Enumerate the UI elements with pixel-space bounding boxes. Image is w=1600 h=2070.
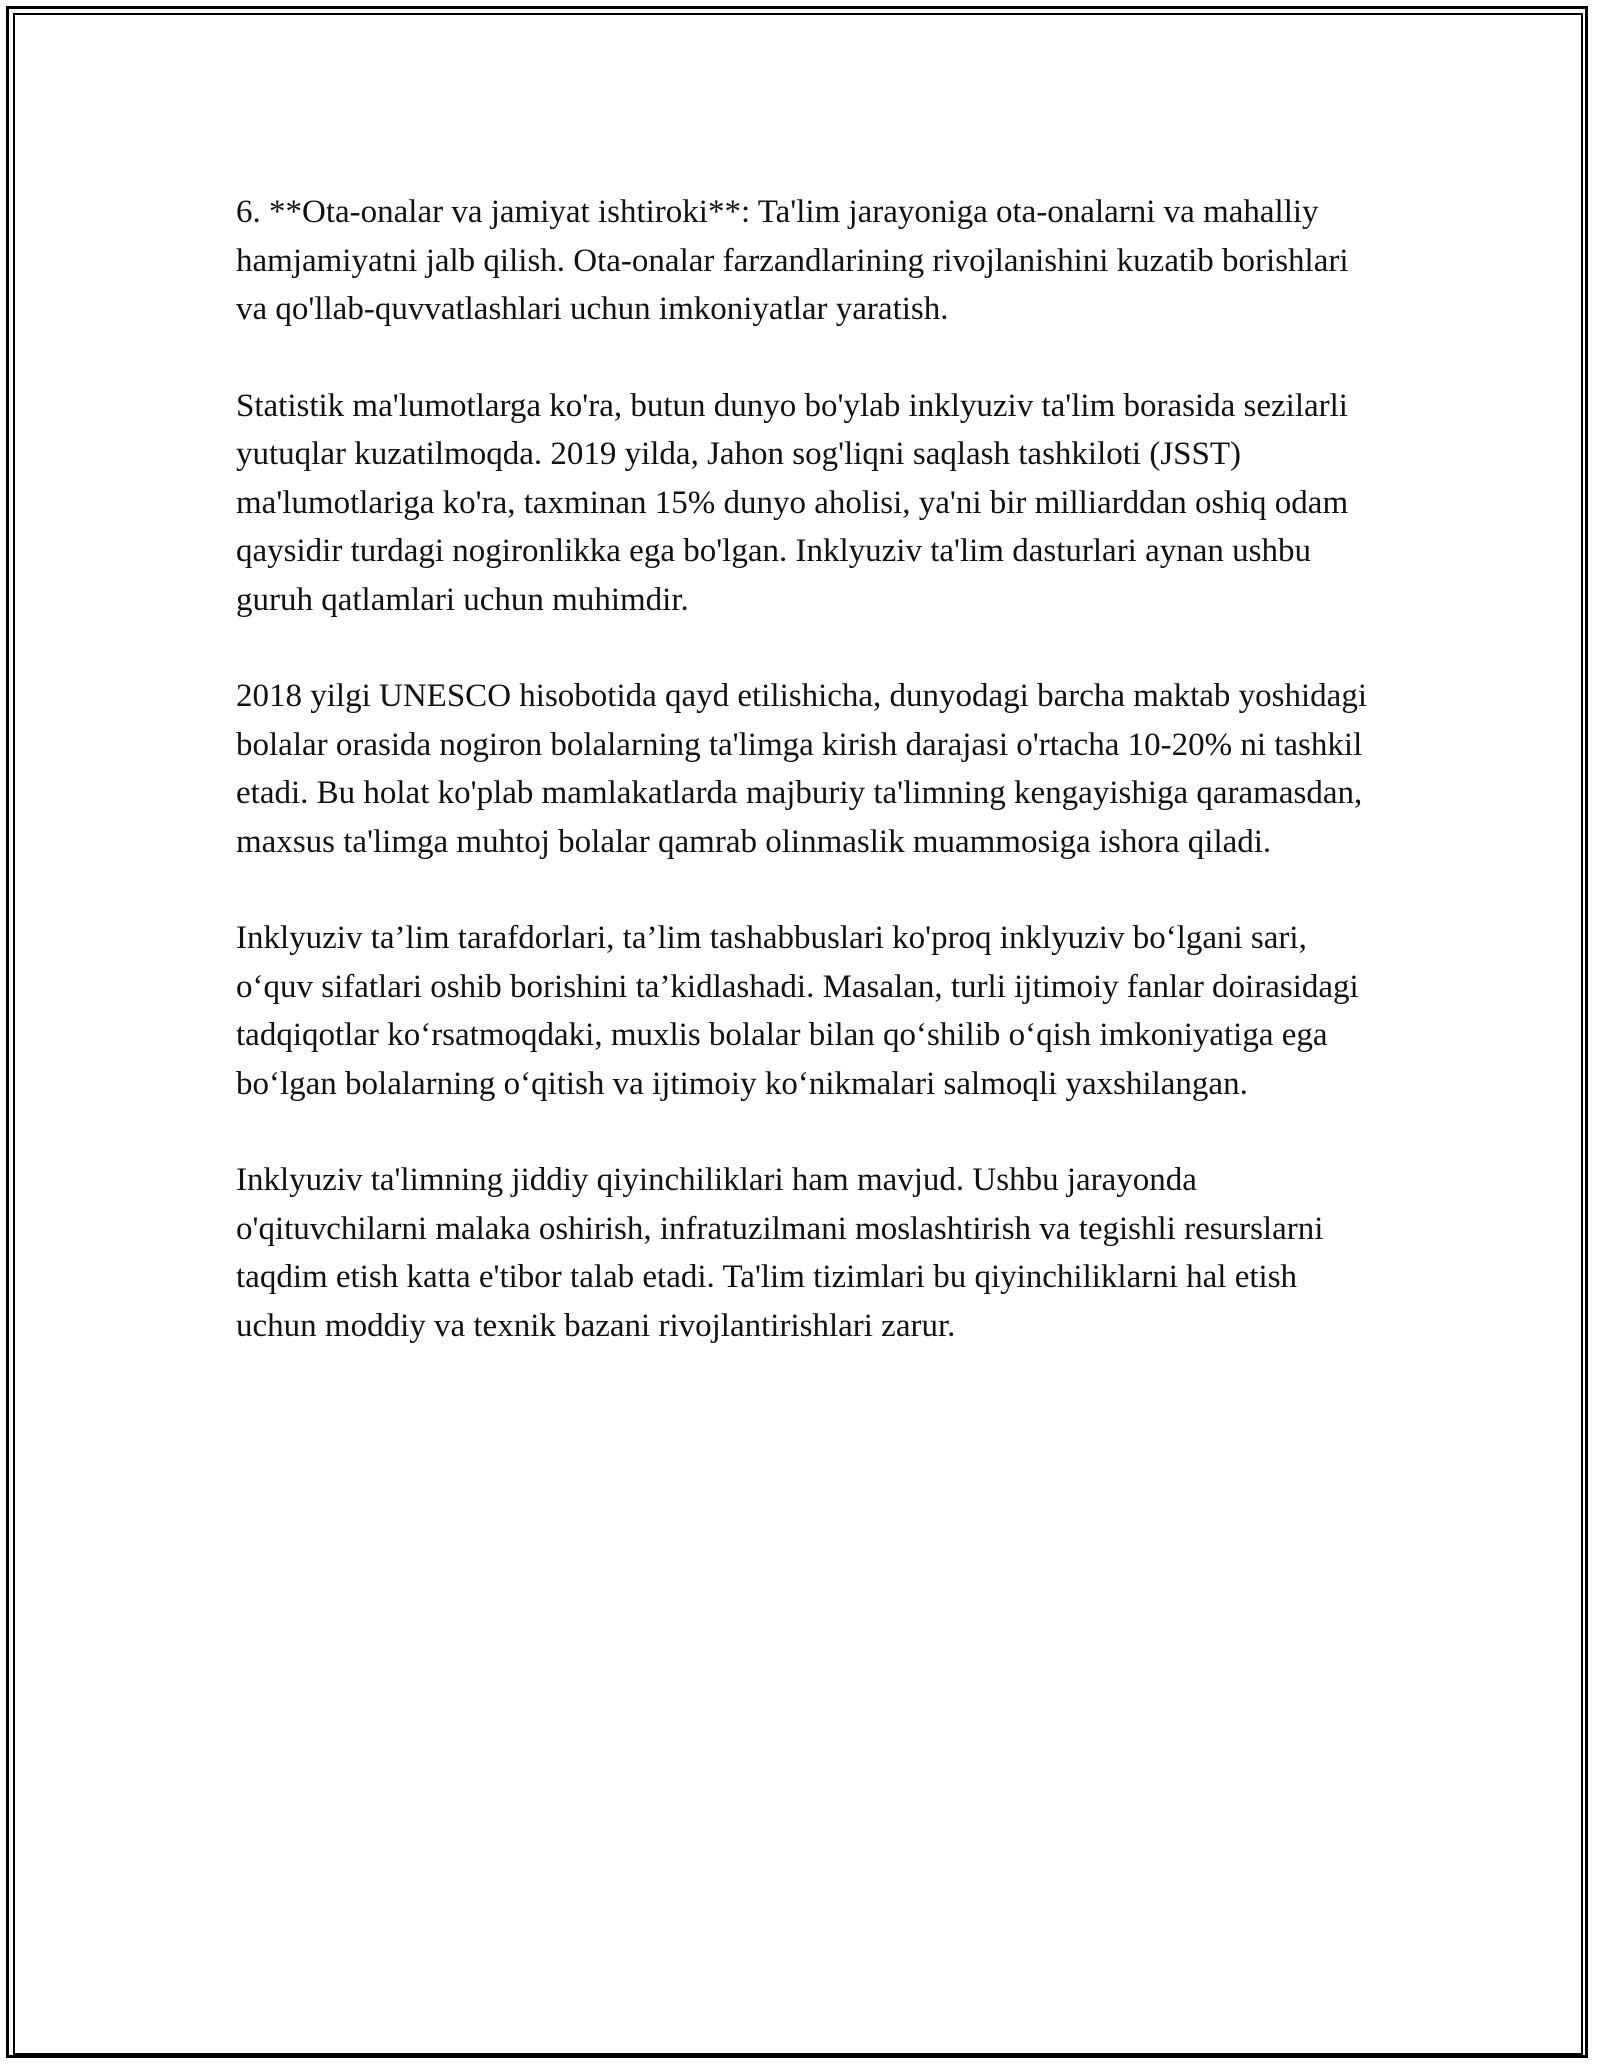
- paragraph-challenges: Inklyuziv ta'limning jiddiy qiyinchiliklari ham mavjud. Ushbu jarayonda o'qituvchilarni malaka oshirish, infratuzilmani moslashtirish va tegishli resurslarni taqdim etish katta e'tibor talab etadi. Ta'lim tizimlari bu qiyinchiliklarni hal etish uchun moddiy va texnik bazani rivojlantirishlari zarur.: [236, 1162, 1324, 1344]
- paragraph-parent-community: 6. **Ota-onalar va jamiyat ishtiroki**: Ta'lim jarayoniga ota-onalarni va mahalliy hamjamiyatni jalb qilish. Ota-onalar farzandlarining rivojlanishini kuzatib borishlari va qo'llab-quvvatlashlari uchun imkoniyatlar yaratish.: [236, 194, 1349, 327]
- paragraph-unesco-report: 2018 yilgi UNESCO hisobotida qayd etilishicha, dunyodagi barcha maktab yoshidagi bolalar orasida nogiron bolalarning ta'limga kirish darajasi o'rtacha 10-20% ni tashkil etadi. Bu holat ko'plab mamlakatlarda majburiy ta'limning kengayishiga qaramasdan, maxsus ta'limga muhtoj bolalar qamrab olinmaslik muammosiga ishora qiladi.: [236, 678, 1367, 860]
- paragraph-inclusive-advocates: Inklyuziv ta’lim tarafdorlari, ta’lim tashabbuslari ko'proq inklyuziv bo‘lgani sari, o‘quv sifatlari oshib borishini ta’kidlashadi. Masalan, turli ijtimoiy fanlar doirasidagi tadqiqotlar ko‘rsatmoqdaki, muxlis bolalar bilan qo‘shilib o‘qish imkoniyatiga ega bo‘lgan bolalarning o‘qitish va ijtimoiy ko‘nikmalari salmoqli yaxshilangan.: [236, 920, 1359, 1102]
- document-body: [236, 188, 1376, 1398]
- paragraph-statistics-who: Statistik ma'lumotlarga ko'ra, butun dunyo bo'ylab inklyuziv ta'lim borasida sezilarli yutuqlar kuzatilmoqda. 2019 yilda, Jahon sog'liqni saqlash tashkiloti (JSST) ma'lumotlariga ko'ra, taxminan 15% dunyo aholisi, ya'ni bir milliarddan oshiq odam qaysidir turdagi nogironlikka ega bo'lgan. Inklyuziv ta'lim dasturlari aynan ushbu guruh qatlamlari uchun muhimdir.: [236, 387, 1349, 618]
